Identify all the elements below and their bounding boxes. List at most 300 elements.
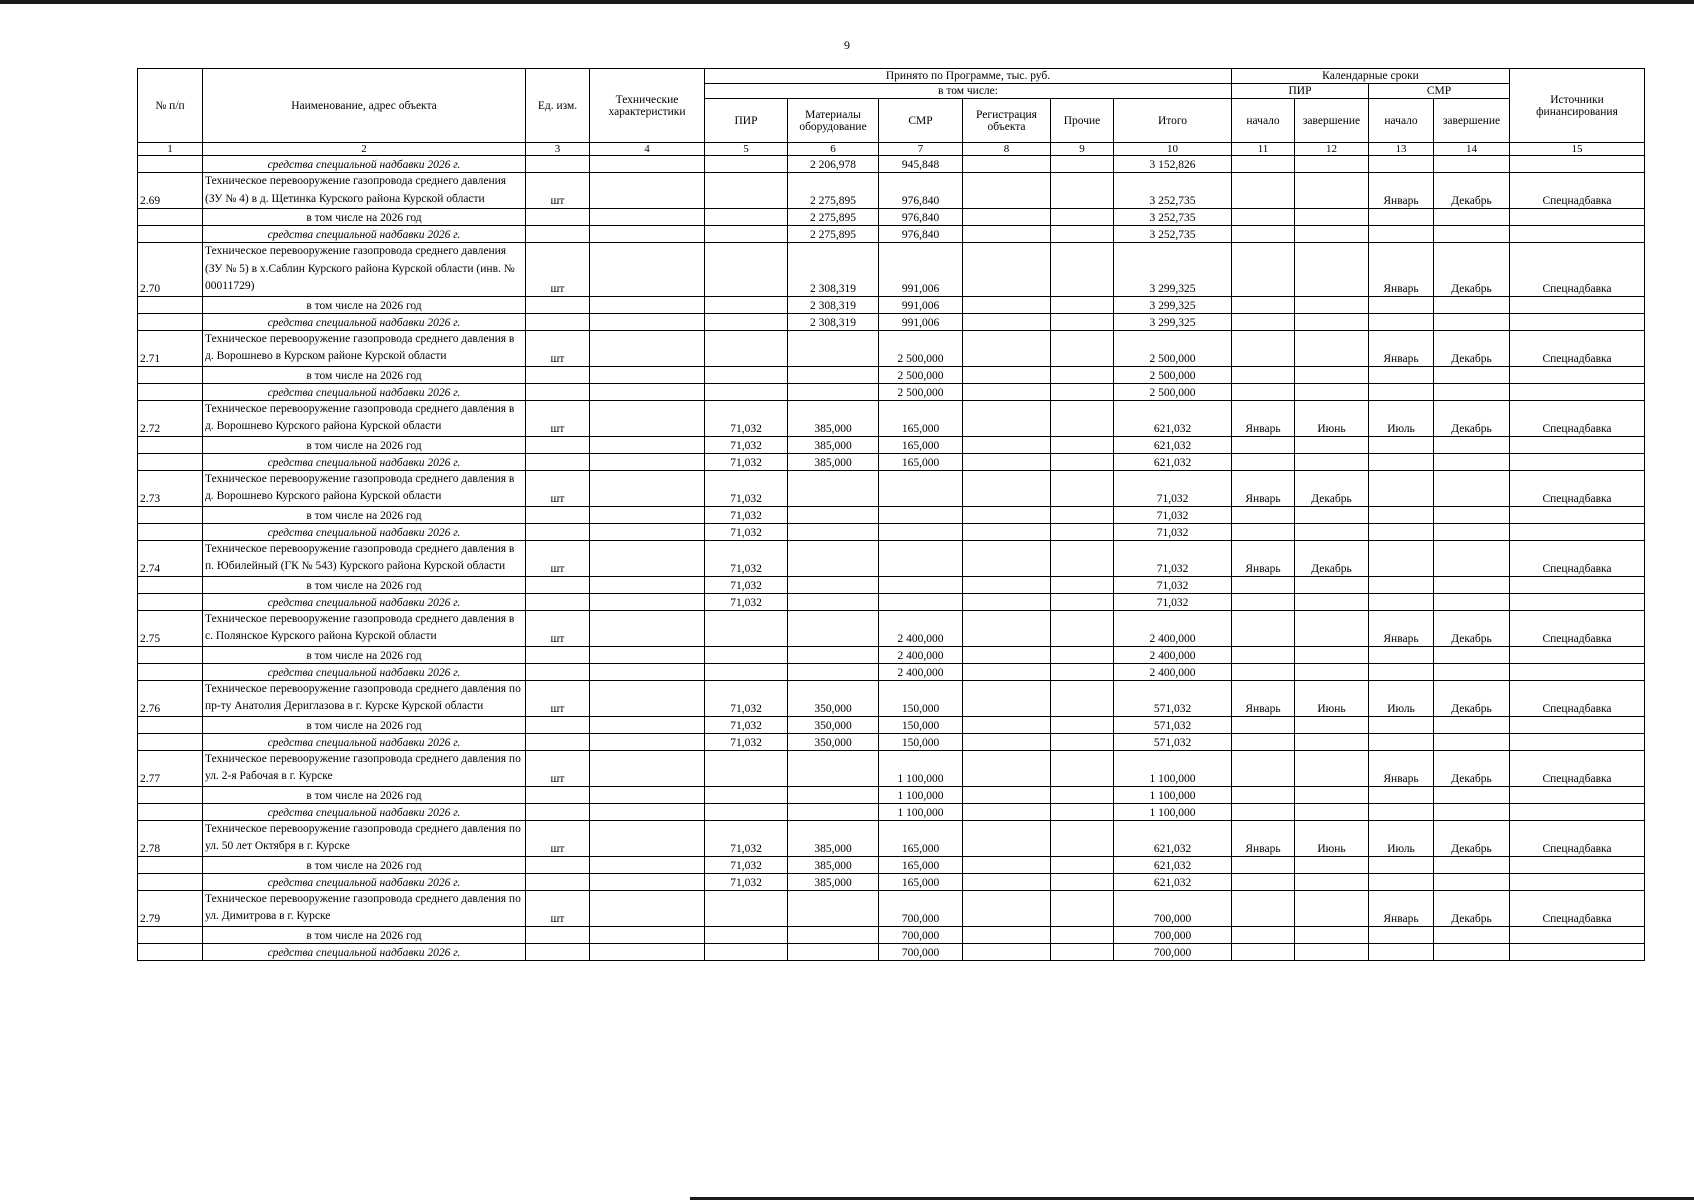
smr-start-value [1369,716,1434,733]
other-value [1051,296,1114,313]
pir-start-value [1232,330,1295,366]
row-name: в том числе на 2026 год [203,926,526,943]
smr-start-value [1369,803,1434,820]
smr-start-value [1369,943,1434,960]
table-row [138,173,1645,209]
tech-value [590,750,705,786]
pir-start-value [1232,383,1295,400]
smr-start-value [1369,506,1434,523]
smr-finish-value [1434,663,1510,680]
registration-value [963,716,1051,733]
other-value [1051,856,1114,873]
pir-finish-value: Июнь [1295,820,1369,856]
row-name: средства специальной надбавки 2026 г. [203,226,526,243]
unit-value [526,803,590,820]
other-value [1051,243,1114,297]
pir-value [705,943,788,960]
registration-value [963,926,1051,943]
source-value: Спецнадбавка [1510,820,1645,856]
row-number [138,576,203,593]
source-value [1510,786,1645,803]
table-row [138,820,1645,856]
header-materials: Материалы оборудование [788,99,879,143]
materials-value [788,663,879,680]
pir-value: 71,032 [705,436,788,453]
total-value: 571,032 [1114,716,1232,733]
other-value [1051,820,1114,856]
smr-value: 165,000 [879,820,963,856]
pir-value [705,383,788,400]
tech-value [590,436,705,453]
registration-value [963,330,1051,366]
unit-value: шт [526,330,590,366]
pir-value [705,926,788,943]
source-value [1510,663,1645,680]
materials-value [788,576,879,593]
smr-finish-value [1434,209,1510,226]
pir-finish-value: Декабрь [1295,470,1369,506]
tech-value [590,173,705,209]
total-value: 3 299,325 [1114,243,1232,297]
pir-finish-value: Декабрь [1295,540,1369,576]
registration-value [963,540,1051,576]
total-value: 621,032 [1114,400,1232,436]
pir-start-value [1232,716,1295,733]
other-value [1051,226,1114,243]
column-numbers-row [138,143,1645,156]
smr-finish-value [1434,803,1510,820]
row-number [138,873,203,890]
row-number [138,453,203,470]
materials-value [788,383,879,400]
source-value: Спецнадбавка [1510,400,1645,436]
other-value [1051,610,1114,646]
smr-finish-value [1434,366,1510,383]
unit-value: шт [526,470,590,506]
row-name: средства специальной надбавки 2026 г. [203,733,526,750]
row-number: 2.69 [138,173,203,209]
table-row [138,610,1645,646]
pir-start-value [1232,313,1295,330]
special-surcharge-row [138,733,1645,750]
pir-value: 71,032 [705,593,788,610]
pir-start-value [1232,786,1295,803]
registration-value [963,750,1051,786]
unit-value [526,716,590,733]
row-name: в том числе на 2026 год [203,856,526,873]
unit-value [526,296,590,313]
materials-value: 385,000 [788,820,879,856]
unit-value [526,786,590,803]
unit-value [526,663,590,680]
pir-start-value: Январь [1232,400,1295,436]
materials-value [788,786,879,803]
unit-value: шт [526,243,590,297]
other-value [1051,313,1114,330]
smr-value: 2 500,000 [879,383,963,400]
special-surcharge-row [138,523,1645,540]
smr-value: 976,840 [879,209,963,226]
row-name: Техническое перевооружение газопровода среднего давления по ул. 2-я Рабочая в г. Курске [203,750,526,786]
row-name: средства специальной надбавки 2026 г. [203,593,526,610]
tech-value [590,330,705,366]
other-value [1051,470,1114,506]
materials-value: 385,000 [788,436,879,453]
unit-value [526,506,590,523]
unit-value: шт [526,173,590,209]
tech-value [590,926,705,943]
total-value: 3 252,735 [1114,173,1232,209]
smr-start-value [1369,926,1434,943]
total-value: 71,032 [1114,540,1232,576]
total-value: 621,032 [1114,873,1232,890]
unit-value [526,593,590,610]
source-value [1510,733,1645,750]
pir-finish-value [1295,593,1369,610]
smr-finish-value: Декабрь [1434,820,1510,856]
registration-value [963,890,1051,926]
source-value: Спецнадбавка [1510,890,1645,926]
pir-value: 71,032 [705,400,788,436]
pir-start-value [1232,750,1295,786]
row-number [138,506,203,523]
smr-start-value [1369,436,1434,453]
pir-finish-value [1295,366,1369,383]
smr-value [879,593,963,610]
materials-value: 2 308,319 [788,243,879,297]
header-cal-smr: СМР [1369,84,1510,99]
tech-value [590,243,705,297]
smr-value: 2 500,000 [879,366,963,383]
smr-value: 976,840 [879,173,963,209]
source-value [1510,926,1645,943]
total-value: 571,032 [1114,680,1232,716]
smr-value: 165,000 [879,453,963,470]
header-smr-finish: завершение [1434,99,1510,143]
smr-finish-value [1434,313,1510,330]
header-calendar: Календарные сроки [1232,69,1510,84]
smr-start-value [1369,453,1434,470]
pir-finish-value [1295,733,1369,750]
subtotal-row [138,576,1645,593]
row-name: средства специальной надбавки 2026 г. [203,803,526,820]
tech-value [590,366,705,383]
smr-value: 700,000 [879,926,963,943]
tech-value [590,873,705,890]
row-number [138,436,203,453]
header-sources: Источники финансирования [1510,69,1645,143]
tech-value [590,209,705,226]
header-unit: Ед. изм. [526,69,590,143]
unit-value [526,646,590,663]
source-value [1510,313,1645,330]
pir-start-value [1232,593,1295,610]
smr-value: 2 400,000 [879,663,963,680]
materials-value: 2 275,895 [788,173,879,209]
smr-finish-value [1434,453,1510,470]
pir-finish-value [1295,786,1369,803]
pir-start-value [1232,226,1295,243]
materials-value [788,523,879,540]
smr-finish-value [1434,226,1510,243]
smr-finish-value [1434,646,1510,663]
smr-value: 2 400,000 [879,610,963,646]
smr-value: 991,006 [879,243,963,297]
smr-value: 165,000 [879,873,963,890]
tech-value [590,453,705,470]
row-number: 2.74 [138,540,203,576]
total-value: 621,032 [1114,453,1232,470]
subtotal-row [138,366,1645,383]
row-name: в том числе на 2026 год [203,576,526,593]
unit-value: шт [526,610,590,646]
pir-start-value [1232,890,1295,926]
smr-start-value: Январь [1369,750,1434,786]
row-number [138,226,203,243]
smr-start-value: Июль [1369,400,1434,436]
pir-value [705,243,788,297]
row-number: 2.70 [138,243,203,297]
other-value [1051,716,1114,733]
unit-value [526,366,590,383]
pir-value [705,663,788,680]
tech-value [590,523,705,540]
pir-value: 71,032 [705,873,788,890]
tech-value [590,716,705,733]
pir-finish-value [1295,173,1369,209]
pir-start-value [1232,453,1295,470]
tech-value [590,786,705,803]
row-name: средства специальной надбавки 2026 г. [203,943,526,960]
unit-value [526,313,590,330]
pir-start-value [1232,610,1295,646]
registration-value [963,400,1051,436]
smr-finish-value: Декабрь [1434,330,1510,366]
registration-value [963,610,1051,646]
header-tech: Технические характеристики [590,69,705,143]
registration-value [963,646,1051,663]
materials-value [788,943,879,960]
tech-value [590,506,705,523]
unit-value: шт [526,680,590,716]
pir-start-value [1232,506,1295,523]
source-value: Спецнадбавка [1510,750,1645,786]
other-value [1051,366,1114,383]
smr-start-value: Июль [1369,820,1434,856]
materials-value: 350,000 [788,733,879,750]
other-value [1051,209,1114,226]
other-value [1051,593,1114,610]
pir-finish-value: Июнь [1295,400,1369,436]
tech-value [590,470,705,506]
smr-start-value [1369,470,1434,506]
smr-value [879,470,963,506]
other-value [1051,680,1114,716]
pir-value [705,330,788,366]
source-value [1510,646,1645,663]
pir-value [705,750,788,786]
registration-value [963,173,1051,209]
row-name: Техническое перевооружение газопровода среднего давления в д. Ворошнево Курского района Курской области [203,470,526,506]
pir-start-value [1232,243,1295,297]
special-surcharge-row [138,313,1645,330]
row-name: в том числе на 2026 год [203,786,526,803]
header-registration: Регистрация объекта [963,99,1051,143]
source-value [1510,453,1645,470]
source-value [1510,873,1645,890]
pir-start-value [1232,436,1295,453]
registration-value [963,856,1051,873]
registration-value [963,383,1051,400]
source-value [1510,209,1645,226]
other-value [1051,173,1114,209]
smr-finish-value [1434,540,1510,576]
row-number: 2.72 [138,400,203,436]
materials-value: 2 308,319 [788,296,879,313]
row-name: в том числе на 2026 год [203,366,526,383]
row-name: средства специальной надбавки 2026 г. [203,663,526,680]
tech-value [590,576,705,593]
total-value: 2 400,000 [1114,663,1232,680]
row-number [138,803,203,820]
tech-value [590,540,705,576]
unit-value [526,943,590,960]
row-name: Техническое перевооружение газопровода среднего давления в п. Юбилейный (ГК № 543) Курского района Курской области [203,540,526,576]
header-npp: № п/п [138,69,203,143]
source-value [1510,296,1645,313]
total-value: 2 400,000 [1114,646,1232,663]
source-value [1510,943,1645,960]
pir-start-value [1232,366,1295,383]
total-value: 1 100,000 [1114,786,1232,803]
subtotal-row [138,296,1645,313]
row-name: Техническое перевооружение газопровода среднего давления (ЗУ № 5) в х.Саблин Курского района Курской области (инв. № 00011729) [203,243,526,297]
row-number [138,366,203,383]
pir-start-value [1232,733,1295,750]
source-value [1510,716,1645,733]
pir-start-value [1232,646,1295,663]
row-name: в том числе на 2026 год [203,506,526,523]
pir-finish-value [1295,610,1369,646]
registration-value [963,243,1051,297]
tech-value [590,400,705,436]
row-name: Техническое перевооружение газопровода среднего давления в д. Ворошнево в Курском районе Курской области [203,330,526,366]
smr-finish-value [1434,943,1510,960]
materials-value [788,890,879,926]
smr-value: 150,000 [879,680,963,716]
row-number: 2.75 [138,610,203,646]
special-surcharge-row [138,453,1645,470]
smr-finish-value: Декабрь [1434,680,1510,716]
total-value: 2 500,000 [1114,330,1232,366]
pir-finish-value [1295,943,1369,960]
materials-value: 2 308,319 [788,313,879,330]
row-name: Техническое перевооружение газопровода среднего давления по пр-ту Анатолия Дериглазова в г. Курске Курской области [203,680,526,716]
row-name: средства специальной надбавки 2026 г. [203,156,526,173]
smr-value: 165,000 [879,856,963,873]
total-value: 3 299,325 [1114,313,1232,330]
row-name: средства специальной надбавки 2026 г. [203,453,526,470]
smr-start-value [1369,209,1434,226]
header-name: Наименование, адрес объекта [203,69,526,143]
source-value [1510,803,1645,820]
smr-value: 1 100,000 [879,786,963,803]
smr-start-value [1369,383,1434,400]
registration-value [963,873,1051,890]
pir-finish-value [1295,330,1369,366]
registration-value [963,943,1051,960]
header-pir: ПИР [705,99,788,143]
source-value [1510,523,1645,540]
smr-finish-value [1434,436,1510,453]
pir-finish-value [1295,576,1369,593]
subtotal-row [138,926,1645,943]
other-value [1051,453,1114,470]
pir-start-value [1232,663,1295,680]
unit-value [526,926,590,943]
table-row [138,470,1645,506]
column-number: 12 [1295,143,1369,156]
header-pir-start: начало [1232,99,1295,143]
header-smr-start: начало [1369,99,1434,143]
table-row [138,243,1645,297]
smr-finish-value [1434,873,1510,890]
row-number: 2.78 [138,820,203,856]
smr-start-value [1369,366,1434,383]
total-value: 3 252,735 [1114,226,1232,243]
pir-finish-value [1295,663,1369,680]
source-value [1510,436,1645,453]
unit-value [526,576,590,593]
smr-start-value [1369,856,1434,873]
pir-start-value [1232,523,1295,540]
scan-top-edge [0,0,1694,4]
row-name: Техническое перевооружение газопровода среднего давления по ул. 50 лет Октября в г. Курске [203,820,526,856]
total-value: 71,032 [1114,523,1232,540]
smr-finish-value [1434,506,1510,523]
row-number: 2.79 [138,890,203,926]
row-name: средства специальной надбавки 2026 г. [203,873,526,890]
smr-finish-value [1434,296,1510,313]
column-number: 8 [963,143,1051,156]
registration-value [963,733,1051,750]
pir-value [705,890,788,926]
row-number [138,383,203,400]
header-total: Итого [1114,99,1232,143]
other-value [1051,733,1114,750]
source-value [1510,383,1645,400]
smr-start-value: Январь [1369,610,1434,646]
header-including: в том числе: [705,84,1232,99]
materials-value [788,926,879,943]
row-number: 2.77 [138,750,203,786]
source-value [1510,506,1645,523]
registration-value [963,523,1051,540]
pir-value: 71,032 [705,576,788,593]
smr-start-value: Январь [1369,243,1434,297]
row-name: Техническое перевооружение газопровода среднего давления в д. Ворошнево Курского района Курской области [203,400,526,436]
registration-value [963,803,1051,820]
row-name: в том числе на 2026 год [203,646,526,663]
tech-value [590,943,705,960]
unit-value: шт [526,750,590,786]
total-value: 1 100,000 [1114,750,1232,786]
unit-value [526,453,590,470]
other-value [1051,873,1114,890]
smr-value: 1 100,000 [879,750,963,786]
source-value: Спецнадбавка [1510,680,1645,716]
smr-finish-value [1434,383,1510,400]
